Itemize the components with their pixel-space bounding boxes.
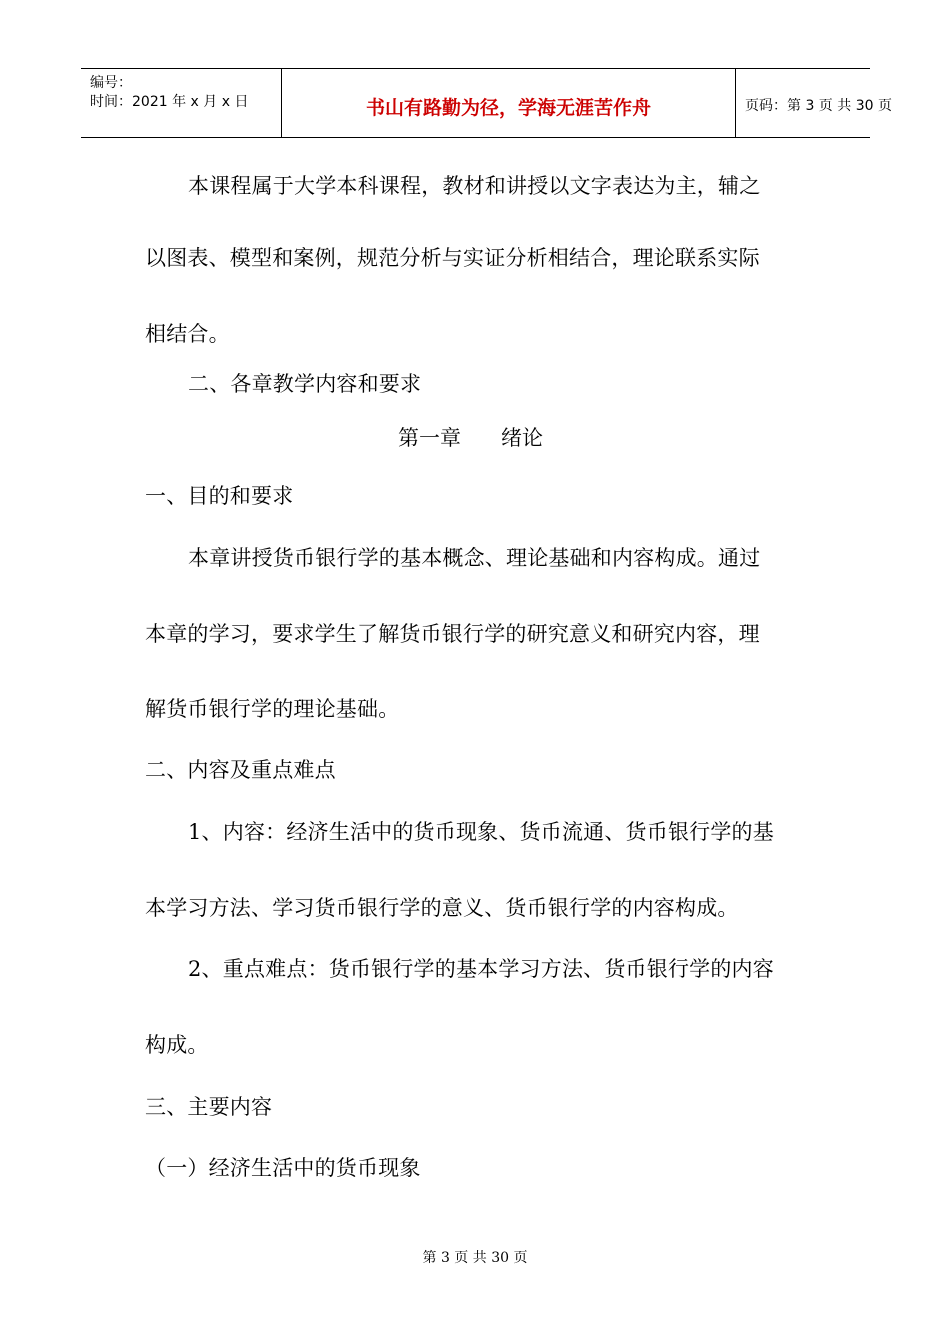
paragraph-line: 相结合。	[145, 322, 230, 346]
paragraph-line: 以图表、模型和案例，规范分析与实证分析相结合，理论联系实际	[145, 246, 760, 270]
document-code-label: 编号：	[90, 75, 132, 91]
paragraph-line: 解货币银行学的理论基础。	[145, 697, 400, 721]
header-page-cell	[736, 69, 892, 137]
list-item-line: 1、内容：经济生活中的货币现象、货币流通、货币银行学的基	[188, 820, 774, 844]
paragraph-line: 本章的学习，要求学生了解货币银行学的研究意义和研究内容，理	[145, 622, 760, 646]
chapter-title: 第一章 绪论	[398, 426, 544, 450]
header-meta-cell	[81, 69, 282, 137]
section-heading: 三、主要内容	[145, 1095, 273, 1119]
section-heading: 一、目的和要求	[145, 484, 294, 508]
header-motto: 书山有路勤为径，学海无涯苦作舟	[365, 97, 651, 119]
subsection-heading: （一）经济生活中的货币现象	[145, 1156, 421, 1180]
document-date: 时间：2021 年 x 月 x 日	[90, 94, 249, 110]
paragraph-line: 本章讲授货币银行学的基本概念、理论基础和内容构成。通过	[188, 546, 761, 570]
list-item-line: 构成。	[145, 1033, 209, 1057]
header-page-info: 页码：第 3 页 共 30 页	[745, 98, 892, 114]
list-item-line: 本学习方法、学习货币银行学的意义、货币银行学的内容构成。	[145, 896, 739, 920]
page-footer: 第 3 页 共 30 页	[422, 1250, 528, 1266]
paragraph-line: 本课程属于大学本科课程，教材和讲授以文字表达为主，辅之	[188, 174, 761, 198]
header-motto-cell	[282, 69, 736, 137]
section-heading: 二、内容及重点难点	[145, 758, 336, 782]
page-header	[81, 68, 892, 138]
section-heading: 二、各章教学内容和要求	[188, 372, 422, 396]
list-item-line: 2、重点难点：货币银行学的基本学习方法、货币银行学的内容	[188, 957, 774, 981]
